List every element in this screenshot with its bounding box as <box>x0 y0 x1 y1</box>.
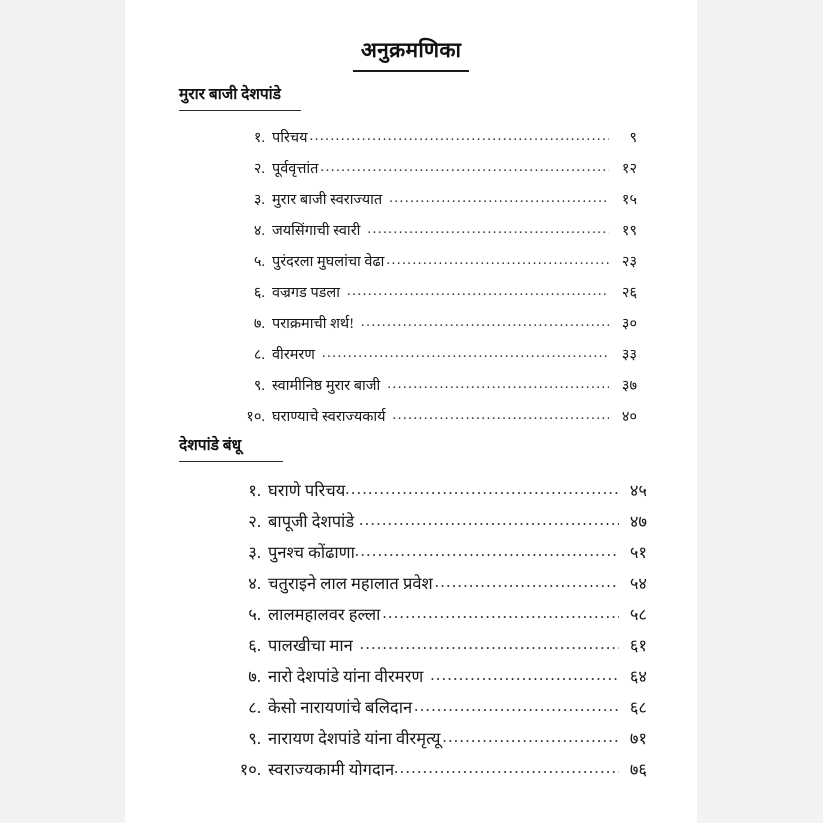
toc-dot-leader <box>382 603 619 623</box>
toc-entry-number: ९. <box>248 728 261 748</box>
toc-entry-number: ५. <box>253 253 265 270</box>
toc-entry-label: वज्रगड पडला <box>272 284 341 301</box>
toc-dot-leader <box>435 572 619 592</box>
toc-entry-number: १०. <box>246 408 265 425</box>
toc-entry-label: पालखीचा मान <box>268 635 353 655</box>
toc-entry[interactable] <box>125 540 697 571</box>
toc-entry-page: ५८ <box>629 604 647 624</box>
section-heading: मुरार बाजी देशपांडे <box>179 86 281 103</box>
toc-entry[interactable] <box>125 602 697 633</box>
toc-entry-number: ९. <box>253 377 265 394</box>
toc-dot-leader <box>389 190 609 207</box>
toc-entry-label: पुनश्च कोंढाणा <box>268 542 355 562</box>
toc-entry-number: ८. <box>248 697 261 717</box>
toc-entry[interactable] <box>125 375 697 406</box>
toc-entry-label: परिचय <box>272 129 308 146</box>
book-page-sheet <box>125 0 697 823</box>
toc-entry-number: १०. <box>239 759 261 779</box>
toc-entry-label: चतुराइने लाल महालात प्रवेश <box>268 573 433 593</box>
toc-entry-page: ७१ <box>629 728 647 748</box>
toc-entry-label: वीरमरण <box>272 346 315 363</box>
toc-entry[interactable] <box>125 189 697 220</box>
title-underline-rule <box>353 70 469 72</box>
toc-entry-number: ७. <box>248 666 261 686</box>
toc-entry-page: ४५ <box>629 480 647 500</box>
toc-entry[interactable] <box>125 220 697 251</box>
toc-entry-label: स्वामीनिष्ठ मुरार बाजी <box>272 377 381 394</box>
toc-entry-number: १. <box>253 129 265 146</box>
toc-dot-leader <box>394 758 619 778</box>
toc-entry-label: नारो देशपांडे यांना वीरमरण <box>268 666 424 686</box>
toc-entry-label: स्वराज्यकामी योगदान <box>268 759 395 779</box>
toc-entry-page: ३३ <box>621 346 637 363</box>
toc-entry-label: घराणे परिचय <box>268 480 346 500</box>
toc-dot-leader <box>360 634 619 654</box>
toc-entry-page: ५४ <box>629 573 647 593</box>
toc-dot-leader <box>347 283 609 300</box>
toc-entry[interactable] <box>125 158 697 189</box>
toc-entry-label: मुरार बाजी स्वराज्यात <box>272 191 383 208</box>
toc-entry-page: १९ <box>621 222 637 239</box>
toc-entry-number: ३. <box>248 542 261 562</box>
toc-entry[interactable] <box>125 251 697 282</box>
toc-entry-page: ५१ <box>629 542 647 562</box>
toc-list <box>125 127 697 437</box>
section-heading-underline-rule <box>179 110 301 111</box>
toc-entry[interactable] <box>125 695 697 726</box>
toc-dot-leader <box>320 159 609 176</box>
toc-dot-leader <box>442 727 619 747</box>
toc-entry[interactable] <box>125 509 697 540</box>
toc-dot-leader <box>355 541 619 561</box>
toc-entry-page: ६८ <box>629 697 647 717</box>
toc-entry-number: ६. <box>253 284 265 301</box>
page-title-block <box>125 38 697 72</box>
section-heading: देशपांडे बंधू <box>179 437 242 454</box>
toc-entry-label: बापूजी देशपांडे <box>268 511 355 531</box>
toc-entry[interactable] <box>125 406 697 437</box>
toc-entry-page: १२ <box>621 160 637 177</box>
toc-dot-leader <box>359 510 619 530</box>
toc-entry-number: ७. <box>253 315 265 332</box>
toc-section-deshpande-bandhu <box>125 437 697 788</box>
toc-entry[interactable] <box>125 313 697 344</box>
toc-entry-number: २. <box>253 160 265 177</box>
toc-entry-number: ४. <box>253 222 265 239</box>
toc-entry-label: जयसिंगाची स्वारी <box>272 222 361 239</box>
toc-entry-page: १५ <box>621 191 637 208</box>
toc-entry-label: पराक्रमाची शर्थ! <box>272 315 355 332</box>
toc-dot-leader <box>345 479 619 499</box>
toc-entry-label: पूर्ववृत्तांत <box>272 160 319 177</box>
toc-dot-leader <box>386 252 609 269</box>
toc-dot-leader <box>387 376 609 393</box>
toc-dot-leader <box>414 696 619 716</box>
toc-entry[interactable] <box>125 664 697 695</box>
toc-entry-page: २६ <box>621 284 637 301</box>
toc-entry-page: ९ <box>629 129 637 146</box>
toc-entry-page: २३ <box>621 253 637 270</box>
toc-entry-page: ७६ <box>629 759 647 779</box>
toc-entry[interactable] <box>125 127 697 158</box>
toc-entry-number: १. <box>248 480 261 500</box>
toc-dot-leader <box>310 128 609 145</box>
page-title: अनुक्रमणिका <box>360 38 462 62</box>
toc-entry-label: घराण्याचे स्वराज्यकार्य <box>272 408 386 425</box>
toc-entry-page: ४० <box>621 408 637 425</box>
toc-entry[interactable] <box>125 633 697 664</box>
toc-dot-leader <box>361 314 609 331</box>
toc-dot-leader <box>430 665 619 685</box>
toc-entry-number: ३. <box>253 191 265 208</box>
toc-entry-number: ६. <box>248 635 261 655</box>
toc-entry-page: ४७ <box>629 511 647 531</box>
toc-entry[interactable] <box>125 344 697 375</box>
toc-entry[interactable] <box>125 726 697 757</box>
toc-entry-page: ३० <box>621 315 637 332</box>
toc-entry-number: ४. <box>248 573 261 593</box>
toc-entry[interactable] <box>125 757 697 788</box>
toc-entry-page: ६४ <box>629 666 647 686</box>
toc-entry-page: ३७ <box>621 377 637 394</box>
toc-entry-label: केसो नारायणांचे बलिदान <box>268 697 413 717</box>
toc-entry-label: लालमहालवर हल्ला <box>268 604 381 624</box>
toc-dot-leader <box>393 407 609 424</box>
toc-dot-leader <box>322 345 609 362</box>
toc-entry[interactable] <box>125 478 697 509</box>
toc-entry-page: ६१ <box>629 635 647 655</box>
toc-list <box>125 478 697 788</box>
toc-entry-label: नारायण देशपांडे यांना वीरमृत्यू <box>268 728 441 748</box>
toc-entry-label: पुरंदरला मुघलांचा वेढा <box>272 253 385 270</box>
toc-entry-number: २. <box>248 511 261 531</box>
toc-entry-number: ८. <box>253 346 265 363</box>
toc-section-murar-baji-deshpande <box>125 86 697 437</box>
section-heading-underline-rule <box>179 461 283 462</box>
toc-entry-number: ५. <box>248 604 261 624</box>
toc-entry[interactable] <box>125 571 697 602</box>
toc-entry[interactable] <box>125 282 697 313</box>
toc-dot-leader <box>367 221 609 238</box>
